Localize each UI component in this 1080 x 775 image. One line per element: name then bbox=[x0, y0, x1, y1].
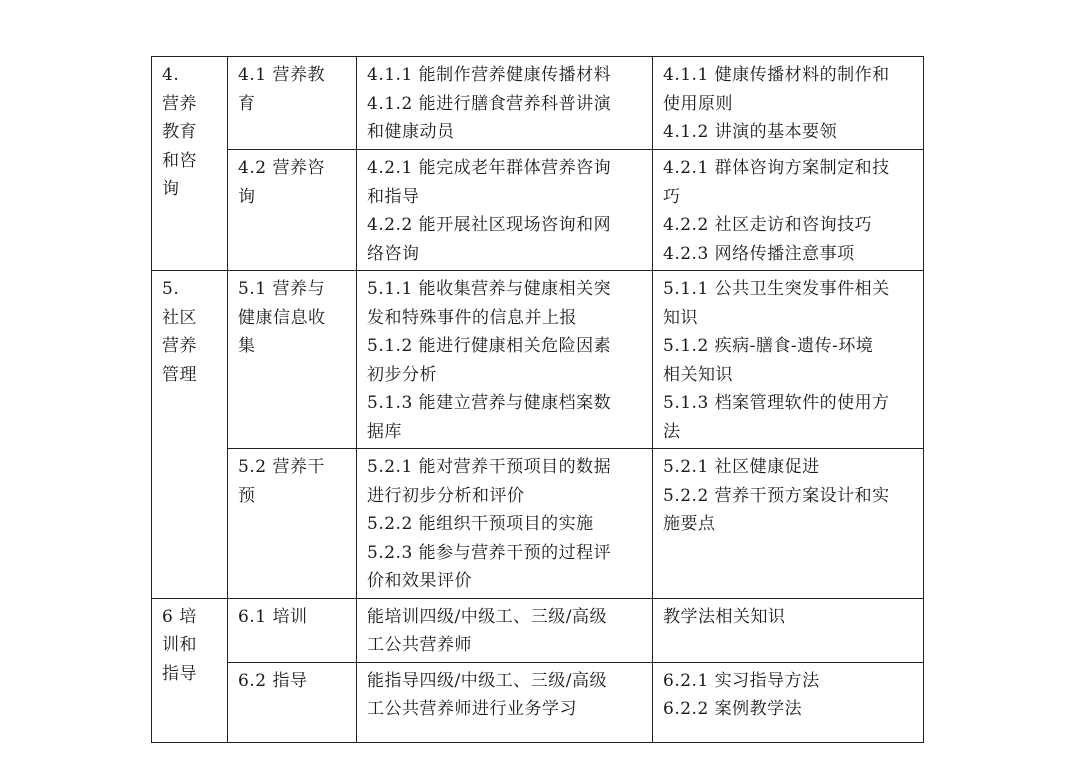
skills-cell-5-2: 5.2.1 能对营养干预项目的数据 进行初步分析和评价 5.2.2 能组织干预项目的实施 5.2.3 能参与营养干预的过程评 价和效果评价 bbox=[357, 449, 653, 599]
unit-cell-4-1: 4.1 营养教 育 bbox=[228, 57, 357, 150]
unit-cell-6-1: 6.1 培训 bbox=[228, 598, 357, 662]
unit-cell-5-1: 5.1 营养与 健康信息收 集 bbox=[228, 271, 357, 449]
knowledge-cell-5-1: 5.1.1 公共卫生突发事件相关 知识 5.1.2 疾病-膳食-遗传-环境 相关知识 5.1.3 档案管理软件的使用方 法 bbox=[653, 271, 924, 449]
table-row bbox=[152, 449, 924, 599]
domain-cell-6: 6 培 训和 指导 bbox=[152, 598, 228, 742]
table-row bbox=[152, 271, 924, 449]
standards-table bbox=[151, 56, 924, 743]
domain-cell-5: 5. 社区 营养 管理 bbox=[152, 271, 228, 599]
knowledge-cell-4-1: 4.1.1 健康传播材料的制作和 使用原则 4.1.2 讲演的基本要领 bbox=[653, 57, 924, 150]
skills-cell-4-2: 4.2.1 能完成老年群体营养咨询 和指导 4.2.2 能开展社区现场咨询和网 络咨询 bbox=[357, 150, 653, 271]
unit-cell-6-2: 6.2 指导 bbox=[228, 662, 357, 742]
table-row bbox=[152, 662, 924, 742]
table-row bbox=[152, 57, 924, 150]
skills-cell-5-1: 5.1.1 能收集营养与健康相关突 发和特殊事件的信息并上报 5.1.2 能进行健康相关危险因素 初步分析 5.1.3 能建立营养与健康档案数 据库 bbox=[357, 271, 653, 449]
knowledge-cell-6-2: 6.2.1 实习指导方法 6.2.2 案例教学法 bbox=[653, 662, 924, 742]
domain-cell-4: 4. 营养 教育 和咨 询 bbox=[152, 57, 228, 271]
skills-cell-6-2: 能指导四级/中级工、三级/高级 工公共营养师进行业务学习 bbox=[357, 662, 653, 742]
skills-cell-6-1: 能培训四级/中级工、三级/高级 工公共营养师 bbox=[357, 598, 653, 662]
knowledge-cell-6-1: 教学法相关知识 bbox=[653, 598, 924, 662]
knowledge-cell-5-2: 5.2.1 社区健康促进 5.2.2 营养干预方案设计和实 施要点 bbox=[653, 449, 924, 599]
knowledge-cell-4-2: 4.2.1 群体咨询方案制定和技 巧 4.2.2 社区走访和咨询技巧 4.2.3 网络传播注意事项 bbox=[653, 150, 924, 271]
unit-cell-5-2: 5.2 营养干 预 bbox=[228, 449, 357, 599]
unit-cell-4-2: 4.2 营养咨 询 bbox=[228, 150, 357, 271]
table-row bbox=[152, 150, 924, 271]
table-row bbox=[152, 598, 924, 662]
skills-cell-4-1: 4.1.1 能制作营养健康传播材料 4.1.2 能进行膳食营养科普讲演 和健康动员 bbox=[357, 57, 653, 150]
